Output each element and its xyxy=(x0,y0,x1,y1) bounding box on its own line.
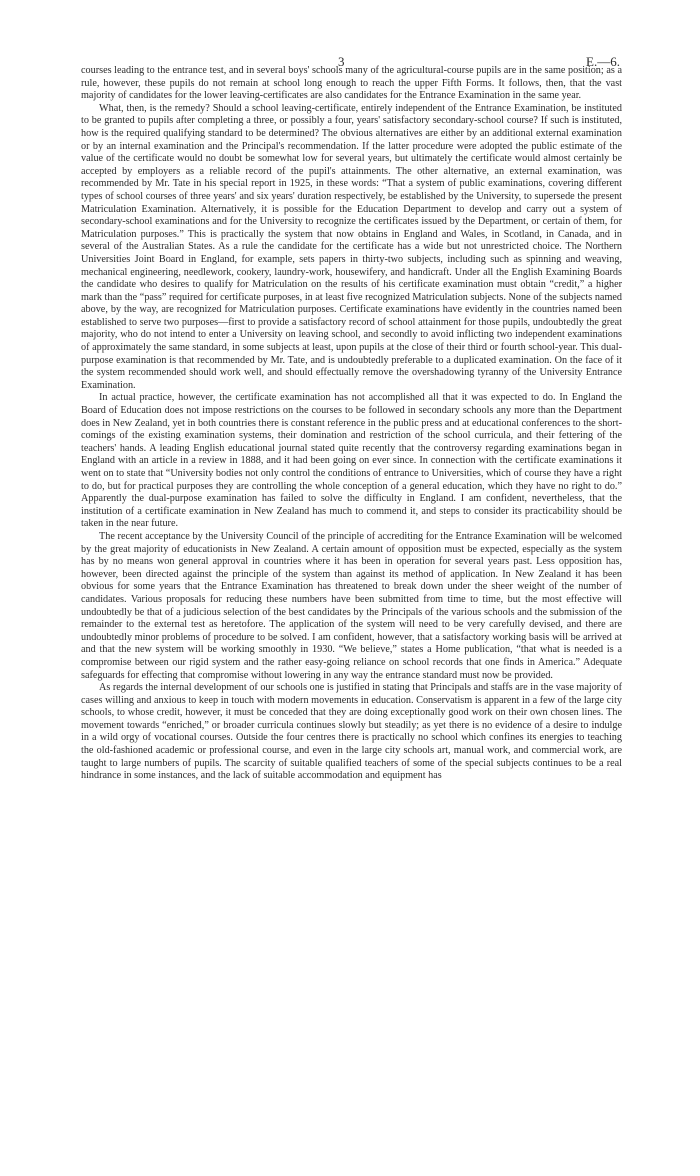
body-text xyxy=(81,65,622,783)
page-number: 3 xyxy=(338,54,345,69)
paragraph-internal-development: As regards the internal development of our schools one is justified in stating that Principals and staffs are in the vase majority of cases willing and anxious to keep in touch with modern movements in education. Conservatism is apparent in a few of the large city schools, to whose credit, however, it must be conceded that they are doing exceptionally good work on their own chosen lines. The movement towards “enriched,” or broader curricula continues slowly but steadily; as yet there is no evidence of a desire to indulge in a wild orgy of vocational courses. Outside the four centres there is practically no school which confines its energies to teaching the old-fashioned academic or professional course, and even in the large city schools art, manual work, and commercial work, are taught to large numbers of pupils. The scarcity of suitable qualified teachers of some of the special subjects continues to be a real hindrance in some instances, and the lack of suitable accommodation and equipment has xyxy=(81,682,622,782)
paragraph-remedy: What, then, is the remedy? Should a school leaving-certificate, entirely independent of the Entrance Examination, be instituted to be granted to pupils after completing a three, or possibly a four, years' satisfactory secondary-school course? If such is instituted, how is the required qualifying standard to be determined? The obvious alternatives are either by an additional external examination or by an internal examination and the Principal's recommendation. If the latter procedure were adopted the public estimate of the value of the certificate would no doubt be somewhat low for several years, but ultimately the certificate would almost certainly be accepted by employers as a reliable record of the pupil's attainments. The other alternative, an external examination, was recommended by Mr. Tate in his special report in 1925, in these words: “That a system of public examinations, covering different types of school courses of three years' and six years' duration respectively, be established by the University, to supersede the present Matriculation Examination. Alternatively, it is possible for the Education Department to develop and carry out a system of secondary-school examinations and for the University to recognize the certificates issued by the Department, or certain of them, for Matriculation purposes.” This is practically the system that now obtains in England and Wales, in Scotland, in Canada, and in several of the Australian States. As a rule the candidate for the certificate has a wide but not unrestricted choice. The Northern Universities Joint Board in England, for example, sets papers in thirty-two subjects, including such as spinning and weaving, mechanical engineering, needlework, cookery, laundry-work, housewifery, and handicraft. Under all the English Examining Boards the candidate who desires to qualify for Matriculation on the results of his certificate examination must obtain “credit,” a higher mark than the “pass” required for certificate purposes, in at least five recognized Matriculation subjects. None of the subjects named above, by the way, are recognized for Matriculation purposes. Certificate examinations have evidently in the countries named been established to serve two purposes—first to provide a satisfactory record of school attainment for those pupils, undoubtedly the great majority, who do not intend to enter a University on leaving school, and secondly to avoid inflicting two independent examinations of approximately the same standard, in some subjects at least, upon pupils at the close of their third or fourth school-year. This dual-purpose examination is that recommended by Mr. Tate, and is undoubtedly preferable to a duplicated examination. On the face of it the system recommended should work well, and should effectually remove the overshadowing tyranny of the University Entrance Examination. xyxy=(81,102,622,391)
paragraph-accrediting: The recent acceptance by the University Council of the principle of accrediting for the Entrance Examination will be welcomed by the great majority of educationists in New Zealand. A certain amount of opposition must be expected, especially as the system has by no means won general approval in countries where it has been in operation for several years past. Less opposition has, however, been directed against the principle of the system than against its method of application. In New Zealand it has been obvious for some years that the Entrance Examination has threatened to break down under the sheer weight of the number of candidates. Various proposals for reducing these numbers have been submitted from time to time, but the most effective will undoubtedly be that of a judicious selection of the best candidates by the Principals of the various schools and the submission of the remainder to the external test as heretofore. The application of the system will need to be very carefully devised, and there are undoubtedly minor problems of procedure to be solved. I am confident, however, that a satisfactory working basis will be arrived at and that the new system will be working smoothly in 1930. “We believe,” states a Home publication, “that what is needed is a compromise between our rigid system and the rather easy-going reliance on school records that one finds in America.” Adequate safeguards for effecting that compromise without lowering in any way the entrance standard must now be provided. xyxy=(81,530,622,681)
paragraph-continuation: courses leading to the entrance test, and in several boys' schools many of the agricultural-course pupils are in the same position; as a rule, however, these pupils do not remain at school long enough to reach the upper Fifth Forms. It follows, then, that the vast majority of candidates for the lower leaving-certificates are also candidates for the Entrance Examination in the same year. xyxy=(81,65,622,102)
page-reference: E.—6. xyxy=(586,54,620,69)
paragraph-actual-practice: In actual practice, however, the certificate examination has not accomplished all that it was expected to do. In England the Board of Education does not impose restrictions on the courses to be followed in secondary schools any more than the Department does in New Zealand, yet in both countries there is constant reference in the public press and at educational conferences to the short-comings of the existing examination systems, their domination and restriction of the school curricula, and their fettering of the teachers' hands. A leading English educational journal stated quite recently that the controversy regarding examinations began in England with an article in a review in 1888, and it had been going on ever since. In connection with the certificate examinations it went on to state that “University bodies not only control the conditions of entrance to Universities, which of course they have a right to do, but for practical purposes they are controlling the whole conception of a general education, which they have no right to do.” Apparently the dual-purpose examination has failed to solve the difficulty in England. I am confident, nevertheless, that the institution of a certificate examination in New Zealand has much to commend it, and steps to consider its practicability should be taken in the near future. xyxy=(81,392,622,530)
